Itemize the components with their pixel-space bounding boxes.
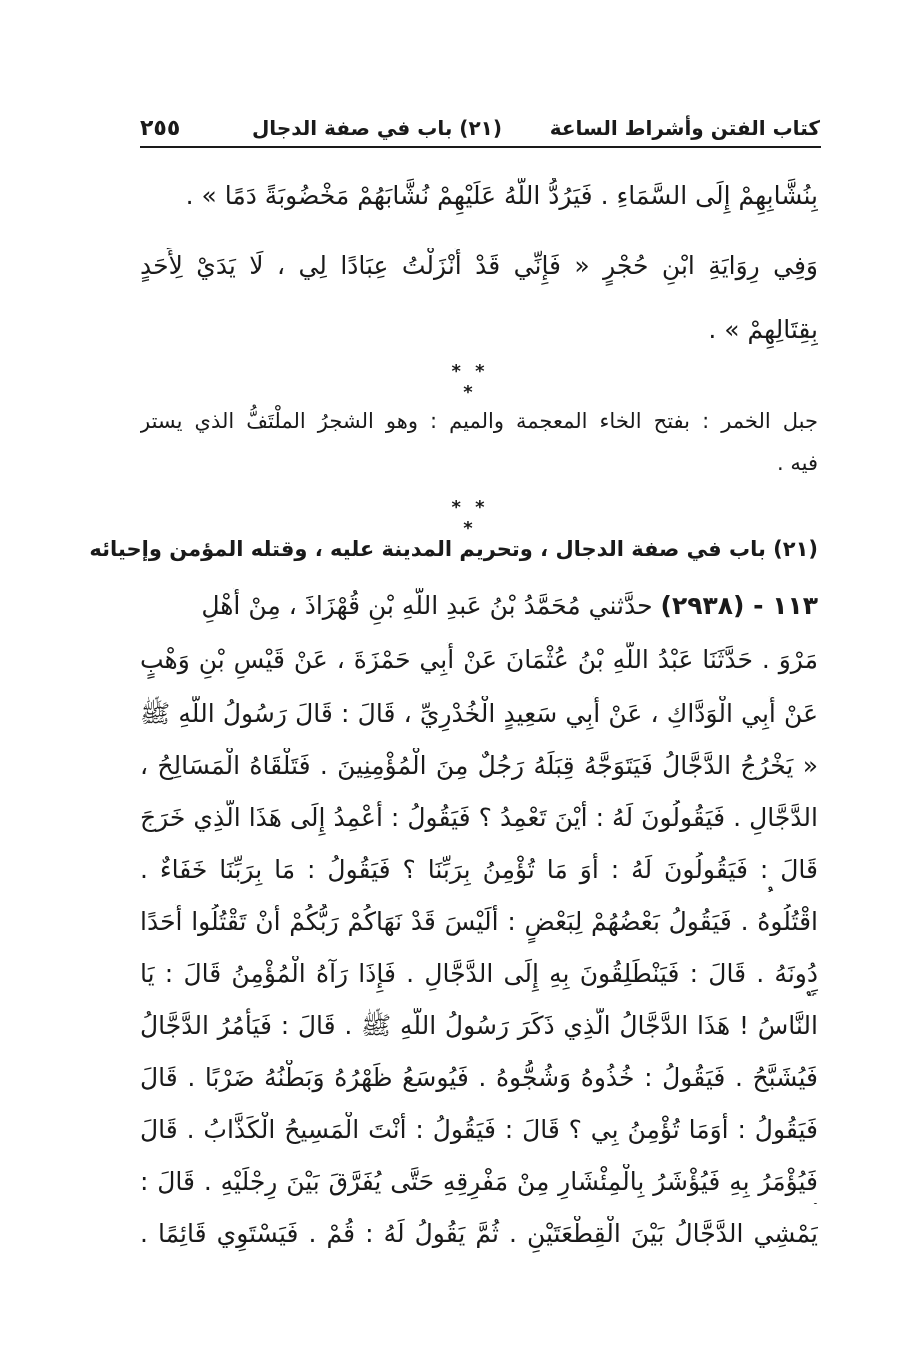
- text-line: فَيُشَبَّحُ . فَيَقُولُ : خُذُوهُ وَشُجُّوهُ . فَيُوسَعُ ظَهْرُهُ وَبَطْنُهُ ضَرْبًا . قَالَ: [140, 1063, 818, 1092]
- section-heading: (٢١) باب في صفة الدجال ، وتحريم المدينة عليه ، وقتله المؤمن وإحيائه: [89, 537, 818, 561]
- text-line: فَيَقُولُ : أَوَمَا تُؤْمِنُ بِي ؟ قَالَ : فَيَقُولُ : أَنْتَ الْمَسِيحُ الْكَذَّابُ . قَالَ: [140, 1115, 818, 1144]
- text-line: [140, 588, 818, 628]
- book-title: كتاب الفتن وأشراط الساعة: [549, 116, 820, 140]
- text-line: دُونَهُ . قَالَ : فَيَنْطَلِقُونَ بِهِ إِلَى الدَّجَّالِ . فَإِذَا رَآهُ الْمُؤْمِنُ قَالَ : يَا: [140, 959, 818, 988]
- text-line: الدَّجَّالِ . فَيَقُولُونَ لَهُ : أَيْنَ تَعْمِدُ ؟ فَيَقُولُ : أَعْمِدُ إِلَى هَذَا الَّذِي خَرَجَ: [140, 803, 818, 832]
- footnote-line: فيه .: [777, 451, 818, 475]
- separator-stars: * * *: [451, 497, 489, 539]
- page-number: ٢٥٥: [140, 116, 181, 141]
- running-header: [140, 108, 820, 148]
- header-rule: [140, 146, 821, 148]
- text-line: بِقِتَالِهِمْ » .: [708, 315, 818, 344]
- text-line: يَمْشِي الدَّجَّالُ بَيْنَ الْقِطْعَتَيْنِ . ثُمَّ يَقُولُ لَهُ : قُمْ . فَيَسْتَوِي قَائِمًا .: [140, 1219, 818, 1248]
- text-line: وَفِي رِوَايَةِ ابْنِ حُجْرٍ « فَإِنِّي قَدْ أَنْزَلْتُ عِبَادًا لِي ، لَا يَدَيْ لِأَحَدٍ: [140, 251, 818, 280]
- text-line: بِنُشَّابِهِمْ إِلَى السَّمَاءِ . فَيَرُدُّ اللَّهُ عَلَيْهِمْ نُشَّابَهُمْ مَخْضُوبَةً دَمًا » .: [185, 181, 818, 210]
- text-line: قَالَ : فَيَقُولُونَ لَهُ : أَوَ مَا تُؤْمِنُ بِرَبِّنَا ؟ فَيَقُولُ : مَا بِرَبِّنَا خَفَاءٌ .: [140, 855, 818, 884]
- text-line: « يَخْرُجُ الدَّجَّالُ فَيَتَوَجَّهُ قِبَلَهُ رَجُلٌ مِنَ الْمُؤْمِنِينَ . فَتَلْقَاهُ الْمَسَالِحُ ،: [140, 751, 818, 780]
- text-line: اقْتُلُوهُ . فَيَقُولُ بَعْضُهُمْ لِبَعْضٍ : أَلَيْسَ قَدْ نَهَاكُمْ رَبُّكُمْ أَنْ تَقْتُلُوا أَحَدًا: [140, 907, 818, 936]
- text-line: عَنْ أَبِي الْوَدَّاكِ ، عَنْ أَبِي سَعِيدٍ الْخُدْرِيِّ ، قَالَ : قَالَ رَسُولُ اللَّهِ ﷺ: [140, 699, 818, 728]
- footnote-line: جبل الخمر : بفتح الخاء المعجمة والميم : وهو الشجرُ الملْتَفُّ الذي يستر: [140, 409, 818, 433]
- separator-stars: * * *: [451, 361, 489, 403]
- chapter-title: (٢١) باب في صفة الدجال: [251, 116, 502, 140]
- hadith-text: حدَّثني مُحَمَّدُ بْنُ عَبدِ اللَّهِ بْنِ قُهْزَاذَ ، مِنْ أَهْلِ: [201, 591, 653, 620]
- hadith-number: ١١٣ - (٢٩٣٨): [660, 591, 818, 620]
- text-line: فَيُؤْمَرُ بِهِ فَيُؤْشَرُ بِالْمِئْشَارِ مِنْ مَفْرِقِهِ حَتَّى يُفَرَّقَ بَيْنَ رِجْلَيْهِ . قَالَ :: [140, 1167, 818, 1196]
- text-line: مَرْوَ . حَدَّثَنَا عَبْدُ اللَّهِ بْنُ عُثْمَانَ عَنْ أَبِي حَمْزَةَ ، عَنْ قَيْسِ بْنِ وَهْبٍ: [140, 645, 818, 674]
- text-line: النَّاسُ ! هَذَا الدَّجَّالُ الَّذِي ذَكَرَ رَسُولُ اللَّهِ ﷺ . قَالَ : فَيَأْمُرُ الدَّجَّالُ: [140, 1011, 818, 1040]
